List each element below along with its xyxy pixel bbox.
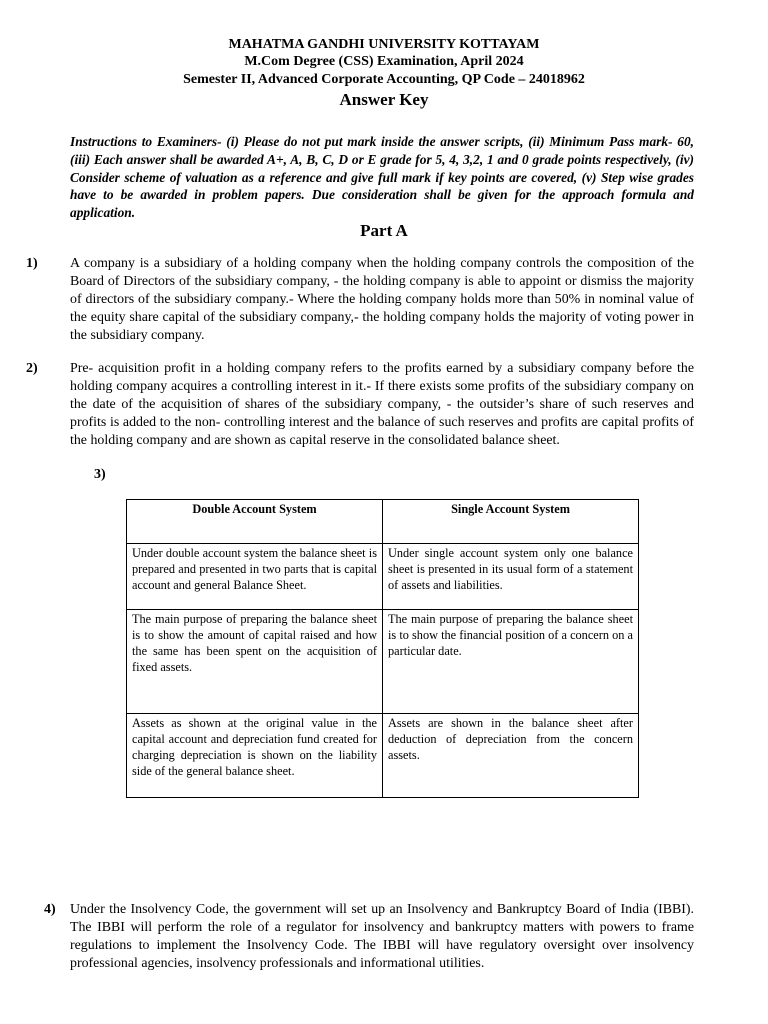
university-name: MAHATMA GANDHI UNIVERSITY KOTTAYAM xyxy=(228,37,540,52)
table-cell: The main purpose of preparing the balance sheet is to show the amount of capital raised and how the same has been spent on the acquisition of fixed assets. xyxy=(127,610,383,714)
question-number-1: 1) xyxy=(26,256,38,271)
examiner-instructions: Instructions to Examiners- (i) Please do not put mark inside the answer scripts, (ii) Minimum Pass mark- 60, (iii) Each answer shall be awarded A+, A, B, C, D or E grade for 5, 4, 3,2, 1 and 0 grade points respectively, (iv) Consider scheme of valuation as a reference and give full mark if key points are covered, (v) Step wise grades have to be awarded in problem papers. Due consideration shall be given for the approach formula and application. xyxy=(70,134,694,221)
table-cell: The main purpose of preparing the balance sheet is to show the financial position of a concern on a particular date. xyxy=(383,610,639,714)
part-heading: Part A xyxy=(360,221,408,240)
question-number-2: 2) xyxy=(26,361,38,376)
table-header-row xyxy=(127,500,639,544)
table-row xyxy=(127,610,639,714)
answer-4-text: Under the Insolvency Code, the government will set up an Insolvency and Bankruptcy Board of India (IBBI). The IBBI will perform the role of a regulator for insolvency and bankruptcy matters with powers to frame regulations to implement the Insolvency Code. The IBBI will have regulatory oversight over insolvency professional agencies, insolvency professionals and informational utilities. xyxy=(70,902,694,971)
comparison-table xyxy=(126,499,639,798)
answer-1-text: A company is a subsidiary of a holding company when the holding company controls the composition of the Board of Directors of the subsidiary company, - the holding company is able to appoint or dismiss the majority of directors of the subsidiary company.- Where the holding company holds more than 50% in nominal value of the equity share capital of the subsidiary company,- the holding company holds the majority of voting power in the subsidiary company. xyxy=(70,256,694,343)
table-cell: Under single account system only one balance sheet is presented in its usual form of a statement of assets and liabilities. xyxy=(383,544,639,610)
question-number-3: 3) xyxy=(94,467,106,482)
table-row xyxy=(127,714,639,798)
page-title: Answer Key xyxy=(339,90,429,109)
table-header-cell: Double Account System xyxy=(127,500,383,544)
table-row xyxy=(127,544,639,610)
table-header-cell: Single Account System xyxy=(383,500,639,544)
table-cell: Under double account system the balance sheet is prepared and presented in two parts that is capital account and general Balance Sheet. xyxy=(127,544,383,610)
paper-details: Semester II, Advanced Corporate Accounting, QP Code – 24018962 xyxy=(183,72,585,87)
table-cell: Assets as shown at the original value in the capital account and depreciation fund created for charging depreciation is shown on the liability side of the general balance sheet. xyxy=(127,714,383,798)
table-cell: Assets are shown in the balance sheet after deduction of depreciation from the concern assets. xyxy=(383,714,639,798)
question-number-4: 4) xyxy=(44,902,56,917)
exam-title: M.Com Degree (CSS) Examination, April 2024 xyxy=(244,54,524,69)
answer-2-text: Pre- acquisition profit in a holding company refers to the profits earned by a subsidiary company before the holding company acquires a controlling interest in it.- If there exists some profits of the subsidiary company on the date of the acquisition of shares of the subsidiary company, - the outsider’s share of such reserves and profits is added to the non- controlling interest and the balance of such reserves and profits are capital profits of the holding company and are shown as capital reserve in the consolidated balance sheet. xyxy=(70,361,694,448)
